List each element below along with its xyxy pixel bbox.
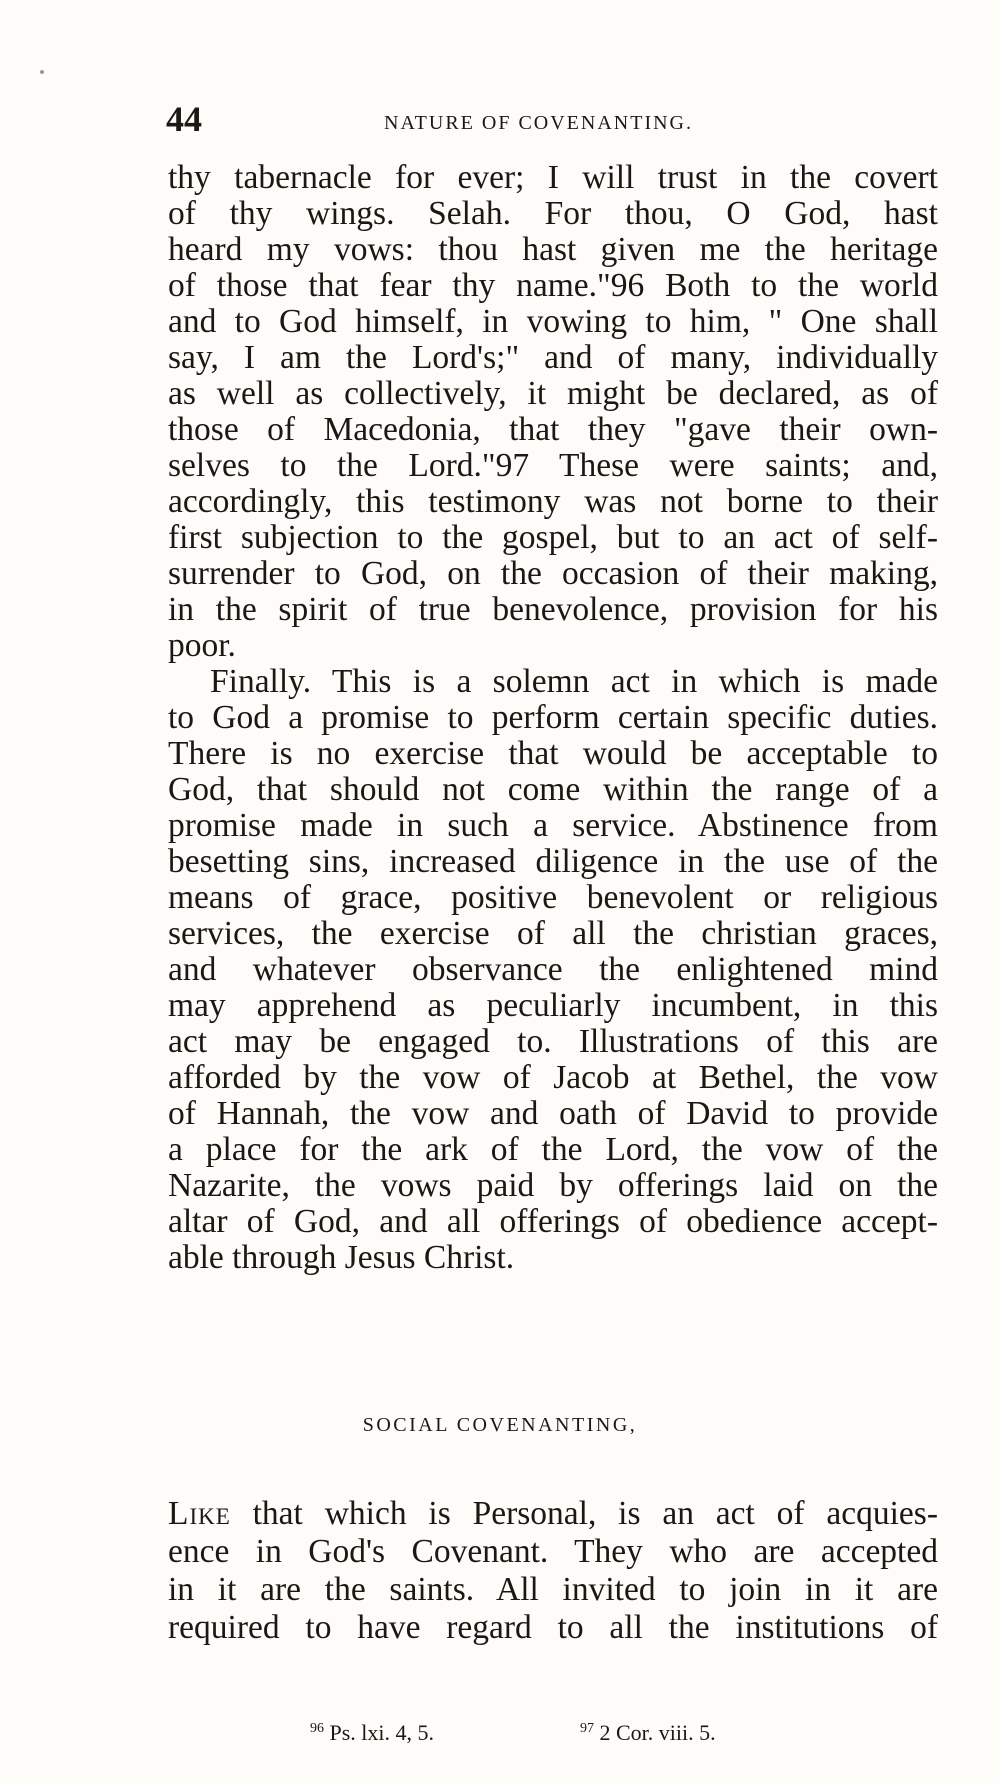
text-line: of Hannah, the vow and oath of David to provide [168, 1095, 938, 1132]
footnote-mark: 97 [580, 1721, 594, 1736]
text-line: and whatever observance the enlightened mind [168, 951, 938, 988]
text-line: Finally. This is a solemn act in which is made [210, 663, 938, 700]
text-line: may apprehend as peculiarly incumbent, in this [168, 987, 938, 1024]
text-line: poor. [168, 627, 236, 664]
text-line: to God a promise to perform certain specific duties. [168, 699, 938, 736]
text-line-first [168, 1494, 938, 1534]
footnote-text: 2 Cor. viii. 5. [594, 1720, 716, 1745]
text-line: required to have regard to all the institutions of [168, 1609, 938, 1646]
text-line: afforded by the vow of Jacob at Bethel, the vow [168, 1059, 938, 1096]
text-line: in the spirit of true benevolence, provision for his [168, 591, 938, 628]
page-header [0, 98, 1000, 148]
text-line: first subjection to the gospel, but to an act of self- [168, 519, 938, 556]
text-line: surrender to God, on the occasion of their making, [168, 555, 938, 592]
page-number: 44 [166, 99, 202, 139]
text-line: There is no exercise that would be acceptable to [168, 735, 938, 772]
text-line: of those that fear thy name."96 Both to the world [168, 267, 938, 304]
footnote-97 [580, 1720, 716, 1746]
text-line: act may be engaged to. Illustrations of this are [168, 1023, 938, 1060]
text-line: altar of God, and all offerings of obedience accept- [168, 1203, 938, 1240]
section-heading: SOCIAL COVENANTING, [362, 1414, 638, 1436]
opening-word: Like [168, 1495, 231, 1532]
first-line-text: that which is Personal, is an act of acquies- [230, 1495, 938, 1532]
text-line: in it are the saints. All invited to join in it are [168, 1571, 938, 1608]
text-line: of thy wings. Selah. For thou, O God, hast [168, 195, 938, 232]
text-line: means of grace, positive benevolent or religious [168, 879, 938, 916]
text-line: those of Macedonia, that they "gave their own- [168, 411, 938, 448]
text-line: besetting sins, increased diligence in the use of the [168, 843, 938, 880]
running-title: NATURE OF COVENANTING. [384, 112, 693, 134]
text-line: Nazarite, the vows paid by offerings laid on the [168, 1167, 938, 1204]
footnote-mark: 96 [310, 1721, 324, 1736]
text-line: services, the exercise of all the christian graces, [168, 915, 938, 952]
text-line: accordingly, this testimony was not borne to their [168, 483, 938, 520]
paper-speck [40, 70, 44, 74]
text-line: God, that should not come within the range of a [168, 771, 938, 808]
text-line: ence in God's Covenant. They who are accepted [168, 1533, 938, 1570]
text-line: promise made in such a service. Abstinence from [168, 807, 938, 844]
text-line: thy tabernacle for ever; I will trust in the covert [168, 159, 938, 196]
text-line: and to God himself, in vowing to him, " One shall [168, 303, 938, 340]
footnote-96 [310, 1720, 434, 1746]
text-line: able through Jesus Christ. [168, 1239, 515, 1276]
text-line: selves to the Lord."97 These were saints; and, [168, 447, 938, 484]
text-line: heard my vows: thou hast given me the heritage [168, 231, 938, 268]
footnote-text: Ps. lxi. 4, 5. [324, 1720, 435, 1745]
text-line: say, I am the Lord's;" and of many, individually [168, 339, 938, 376]
text-line: as well as collectively, it might be declared, as of [168, 375, 938, 412]
text-line: a place for the ark of the Lord, the vow of the [168, 1131, 938, 1168]
